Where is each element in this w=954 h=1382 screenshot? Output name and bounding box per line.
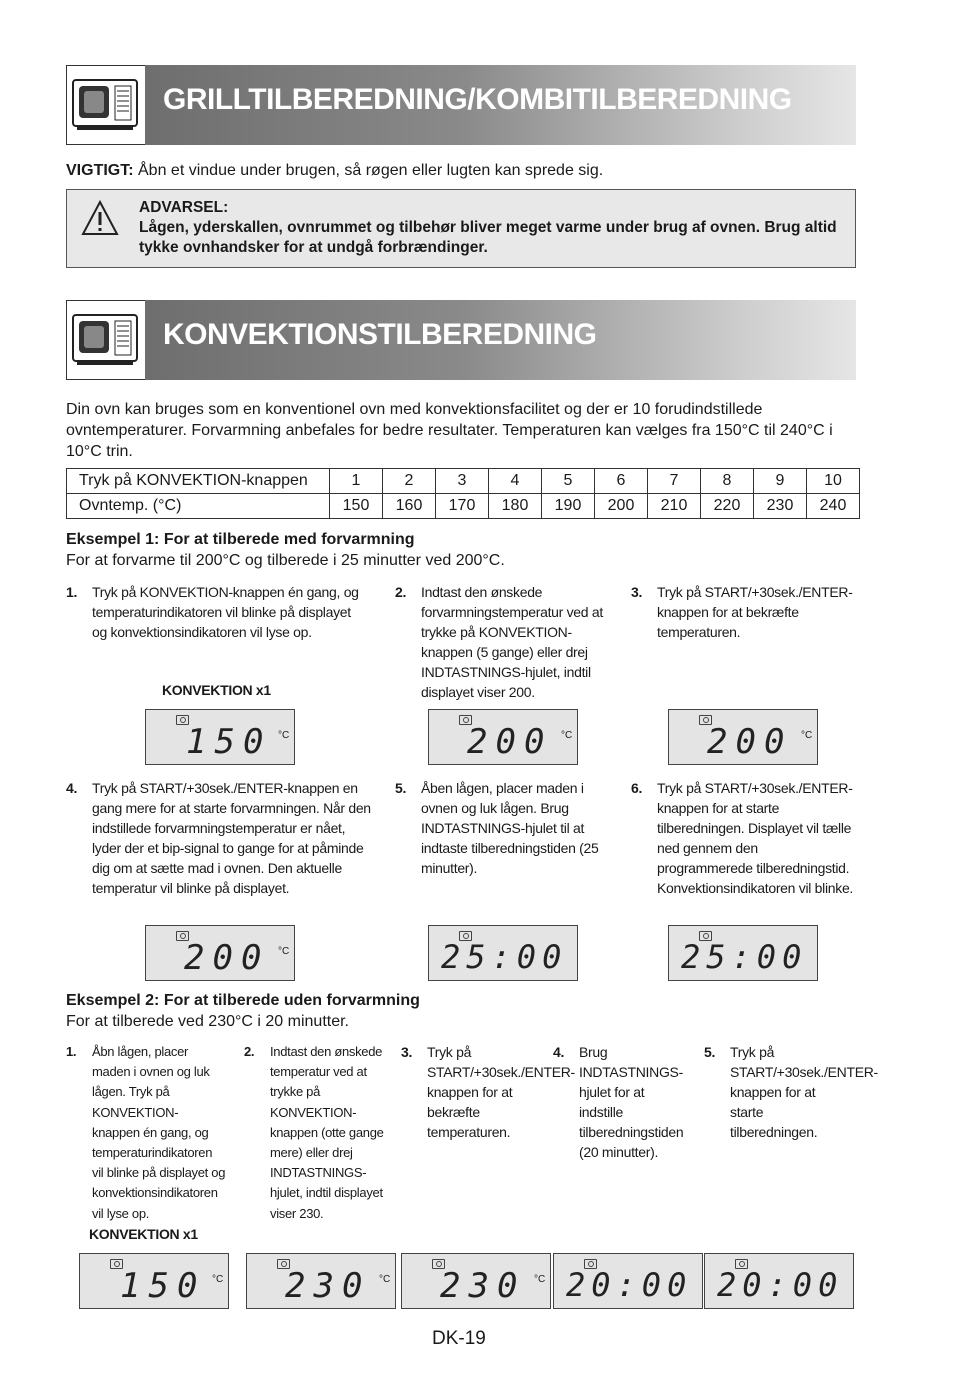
microwave-icon xyxy=(66,65,146,145)
step-text: Tryk på START/+30sek./ENTER-knappen for at bekræfte temperaturen. xyxy=(657,584,853,640)
lcd-display xyxy=(246,1253,396,1309)
lcd-display xyxy=(428,709,578,765)
step-text: Tryk på START/+30sek./ENTER-knappen for at bekræfte temperaturen. xyxy=(427,1044,575,1140)
step-number: 6. xyxy=(631,780,643,796)
lcd-display xyxy=(668,925,818,981)
table-row-label: Ovntemp. (°C) xyxy=(67,494,330,519)
konvektion-x1-label: KONVEKTION x1 xyxy=(162,682,271,698)
table-cell: 3 xyxy=(436,469,489,494)
important-text: Åbn et vindue under brugen, så røgen eller lugten kan sprede sig. xyxy=(133,162,604,179)
display-value: 150 xyxy=(120,1266,206,1306)
degree-unit: °C xyxy=(561,730,573,741)
step-text: Tryk på START/+30sek./ENTER-knappen for at starte tilberedningen. xyxy=(730,1044,878,1140)
table-cell: 6 xyxy=(595,469,648,494)
degree-unit: °C xyxy=(801,730,813,741)
step-text: Brug INDTASTNINGS-hjulet for at indstille tilberedningstiden (20 minutter). xyxy=(579,1044,684,1160)
step-text: Tryk på KONVEKTION-knappen én gang, og temperaturindikatoren vil blinke på displayet og konvektionsindikatoren vil lyse op. xyxy=(92,584,359,640)
example1-subtitle: For at forvarme til 200°C og tilberede i 25 minutter ved 200°C. xyxy=(66,552,505,569)
step-number: 5. xyxy=(704,1044,716,1060)
table-cell: 4 xyxy=(489,469,542,494)
step-text: Indtast den ønskede forvarmningstemperatur ved at trykke på KONVEKTION-knappen (5 gange) eller drej INDTASTNINGS-hjulet, indtil displayet viser 200. xyxy=(421,584,603,700)
step-number: 3. xyxy=(401,1044,413,1060)
section-title: KONVEKTIONSTILBEREDNING xyxy=(163,318,597,351)
table-cell: 150 xyxy=(330,494,383,519)
step-text: Tryk på START/+30sek./ENTER-knappen for at starte tilberedningen. Displayet vil tælle ned gennem den programmerede tilberedningstid. Konvektionsindikatoren vil blinke. xyxy=(657,780,854,896)
lcd-display xyxy=(79,1253,229,1309)
table-cell: 170 xyxy=(436,494,489,519)
step-number: 1. xyxy=(66,1044,77,1059)
table-cell: 7 xyxy=(648,469,701,494)
section-header-convection xyxy=(66,300,856,380)
table-cell: 9 xyxy=(754,469,807,494)
step-number: 2. xyxy=(395,584,407,600)
step-number: 1. xyxy=(66,584,78,600)
degree-unit: °C xyxy=(212,1274,224,1285)
warning-text: Lågen, yderskallen, ovnrummet og tilbehør bliver meget varme under brug af ovnen. Brug altid tykke ovnhandsker for at undgå forbrændinger. xyxy=(139,219,837,256)
table-cell: 8 xyxy=(701,469,754,494)
display-value: 25:00 xyxy=(441,938,568,976)
warning-icon xyxy=(81,200,119,241)
important-label: VIGTIGT: xyxy=(66,162,134,179)
display-value: 150 xyxy=(186,722,272,762)
table-row xyxy=(67,469,860,494)
display-value: 25:00 xyxy=(681,938,808,976)
lcd-display xyxy=(704,1253,854,1309)
step-text: Åben lågen, placer maden i ovnen og luk lågen. Brug INDTASTNINGS-hjulet til at indtaste tilberedningstiden (25 minutter). xyxy=(421,780,599,876)
display-value: 200 xyxy=(467,722,553,762)
degree-unit: °C xyxy=(278,730,290,741)
section-title-bar xyxy=(145,300,856,380)
temperature-table xyxy=(66,468,860,519)
lcd-display xyxy=(428,925,578,981)
display-value: 230 xyxy=(285,1266,371,1306)
section-title: GRILLTILBEREDNING/KOMBITILBEREDNING xyxy=(163,83,792,116)
microwave-icon xyxy=(66,300,146,380)
step-text: Åbn lågen, placer maden i ovnen og luk lågen. Tryk på KONVEKTION-knappen én gang, og temperaturindikatoren vil blinke på displayet og konvektionsindikatoren vil lyse op. xyxy=(92,1044,226,1221)
step-text: Indtast den ønskede temperatur ved at trykke på KONVEKTION-knappen (otte gange mere) eller drej INDTASTNINGS-hjulet, indtil displayet viser 230. xyxy=(270,1044,384,1221)
display-value: 200 xyxy=(184,938,270,978)
table-cell: 160 xyxy=(383,494,436,519)
table-cell: 5 xyxy=(542,469,595,494)
table-cell: 210 xyxy=(648,494,701,519)
lcd-display xyxy=(145,709,295,765)
table-cell: 2 xyxy=(383,469,436,494)
step-number: 3. xyxy=(631,584,643,600)
display-value: 20:00 xyxy=(566,1266,693,1304)
table-cell: 190 xyxy=(542,494,595,519)
intro-paragraph: Din ovn kan bruges som en konventionel ovn med konvektionsfacilitet og der er 10 forudindstillede ovntemperaturer. Forvarmning anbefales for bedre resultater. Temperaturen kan vælges fra 150°C til 240°C i 10°C trin. xyxy=(66,401,833,460)
konvektion-x1-label: KONVEKTION x1 xyxy=(89,1226,198,1242)
important-note xyxy=(66,161,603,181)
display-value: 200 xyxy=(707,722,793,762)
step-number: 2. xyxy=(244,1044,255,1059)
lcd-display xyxy=(145,925,295,981)
lcd-display xyxy=(401,1253,551,1309)
table-cell: 230 xyxy=(754,494,807,519)
section-title-bar xyxy=(145,65,856,145)
step-number: 4. xyxy=(66,780,78,796)
example2-subtitle: For at tilberede ved 230°C i 20 minutter. xyxy=(66,1013,349,1030)
warning-box xyxy=(66,189,856,268)
table-cell: 10 xyxy=(807,469,860,494)
table-cell: 200 xyxy=(595,494,648,519)
degree-unit: °C xyxy=(534,1274,546,1285)
example1-title: Eksempel 1: For at tilberede med forvarmning xyxy=(66,531,415,548)
warning-title: ADVARSEL: xyxy=(139,199,229,216)
degree-unit: °C xyxy=(379,1274,391,1285)
table-cell: 240 xyxy=(807,494,860,519)
step-text: Tryk på START/+30sek./ENTER-knappen en gang mere for at starte forvarmningen. Når den indstillede forvarmningstemperatur er nået, lyder der et bip-signal to gange for at påminde dig om at sætte mad i ovnen. Den aktuelle temperatur vil blinke på displayet. xyxy=(92,780,371,896)
table-row-label: Tryk på KONVEKTION-knappen xyxy=(67,469,330,494)
lcd-display xyxy=(668,709,818,765)
example2-title: Eksempel 2: For at tilberede uden forvarmning xyxy=(66,992,420,1009)
display-value: 20:00 xyxy=(717,1266,844,1304)
step-number: 5. xyxy=(395,780,407,796)
table-row xyxy=(67,494,860,519)
step-number: 4. xyxy=(553,1044,565,1060)
section-header-grill xyxy=(66,65,856,145)
table-cell: 220 xyxy=(701,494,754,519)
page-number: DK-19 xyxy=(432,1328,486,1349)
table-cell: 180 xyxy=(489,494,542,519)
display-value: 230 xyxy=(440,1266,526,1306)
lcd-display xyxy=(553,1253,703,1309)
table-cell: 1 xyxy=(330,469,383,494)
degree-unit: °C xyxy=(278,946,290,957)
